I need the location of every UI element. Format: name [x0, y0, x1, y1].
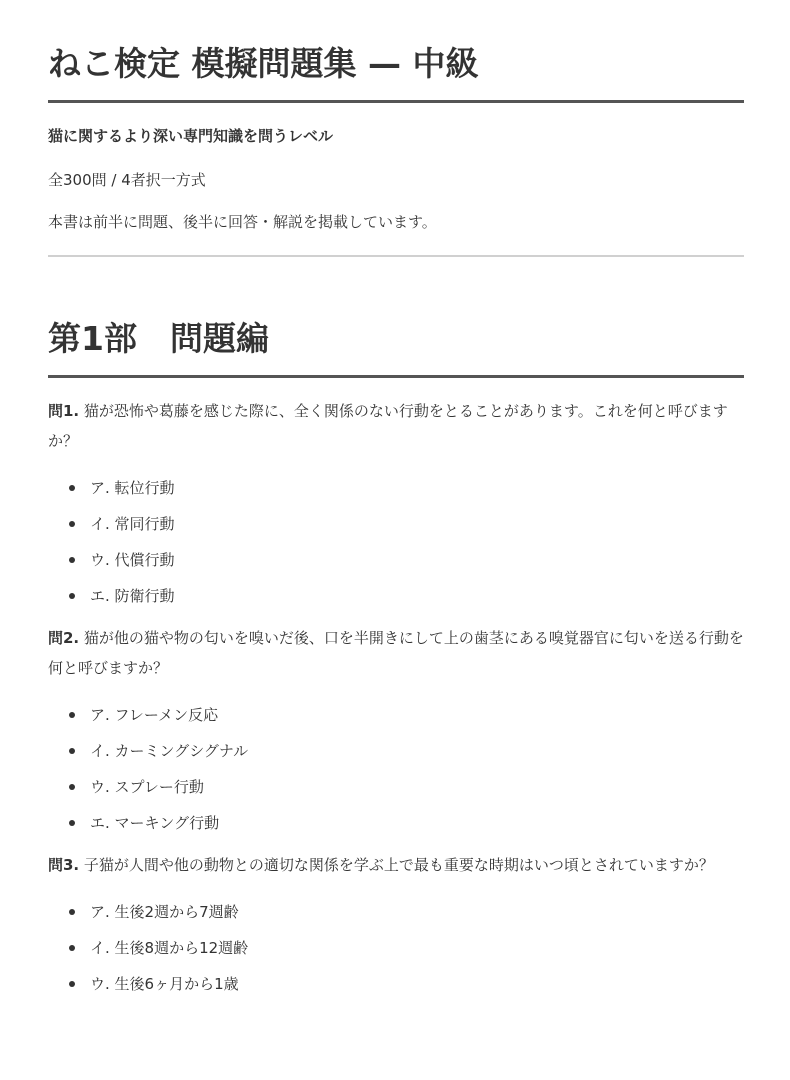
bullet-icon: [69, 557, 75, 563]
bullet-icon: [69, 485, 75, 491]
choice-label: ア. 転位行動: [90, 479, 175, 497]
question-1: [48, 396, 744, 607]
question-text: [48, 396, 744, 456]
bullet-icon: [69, 593, 75, 599]
bullet-icon: [69, 981, 75, 987]
choice-label: ア. 生後2週から7週齢: [90, 903, 239, 921]
title-divider: [48, 100, 744, 103]
choice-item: [48, 585, 744, 607]
choice-item: [48, 973, 744, 995]
part-divider: [48, 375, 744, 378]
choice-list: [48, 477, 744, 607]
question-2: [48, 623, 744, 834]
question-number: 問2.: [48, 629, 80, 647]
choice-label: イ. カーミングシグナル: [90, 742, 249, 760]
question-text: [48, 850, 744, 880]
book-subtitle: 猫に関するより深い専門知識を問うレベル: [48, 127, 334, 145]
bullet-icon: [69, 712, 75, 718]
choice-item: [48, 740, 744, 762]
book-title: ねこ検定 模擬問題集 — 中級: [48, 44, 479, 83]
question-text: [48, 623, 744, 683]
choice-item: [48, 513, 744, 535]
choice-item: [48, 704, 744, 726]
choice-list: [48, 704, 744, 834]
choice-label: エ. マーキング行動: [90, 814, 220, 832]
question-number: 問3.: [48, 856, 80, 874]
choice-item: [48, 937, 744, 959]
choice-item: [48, 812, 744, 834]
book-note: 本書は前半に問題、後半に回答・解説を掲載しています。: [48, 213, 437, 231]
choice-label: イ. 常同行動: [90, 515, 175, 533]
question-body: 子猫が人間や他の動物との適切な関係を学ぶ上で最も重要な時期はいつ頃とされていますか？: [79, 856, 714, 874]
bullet-icon: [69, 521, 75, 527]
choice-label: イ. 生後8週から12週齢: [90, 939, 249, 957]
choice-list: [48, 901, 744, 995]
bullet-icon: [69, 784, 75, 790]
bullet-icon: [69, 748, 75, 754]
book-meta: 全300問 / 4者択一方式: [48, 171, 206, 189]
choice-item: [48, 477, 744, 499]
question-body: 猫が他の猫や物の匂いを嗅いだ後、口を半開きにして上の歯茎にある嗅覚器官に匂いを送る行動を何と呼びますか？: [48, 629, 744, 677]
intro-divider: [48, 255, 744, 257]
question-3: [48, 850, 744, 995]
bullet-icon: [69, 945, 75, 951]
question-body: 猫が恐怖や葛藤を感じた際に、全く関係のない行動をとることがあります。これを何と呼びますか？: [48, 402, 728, 450]
choice-label: ウ. スプレー行動: [90, 778, 204, 796]
choice-label: ウ. 生後6ヶ月から1歳: [90, 975, 239, 993]
choice-item: [48, 549, 744, 571]
bullet-icon: [69, 820, 75, 826]
choice-label: エ. 防衛行動: [90, 587, 175, 605]
choice-item: [48, 776, 744, 798]
choice-item: [48, 901, 744, 923]
choice-label: ア. フレーメン反応: [90, 706, 219, 724]
bullet-icon: [69, 909, 75, 915]
question-number: 問1.: [48, 402, 80, 420]
part-title: 第1部 問題編: [48, 319, 269, 358]
choice-label: ウ. 代償行動: [90, 551, 175, 569]
